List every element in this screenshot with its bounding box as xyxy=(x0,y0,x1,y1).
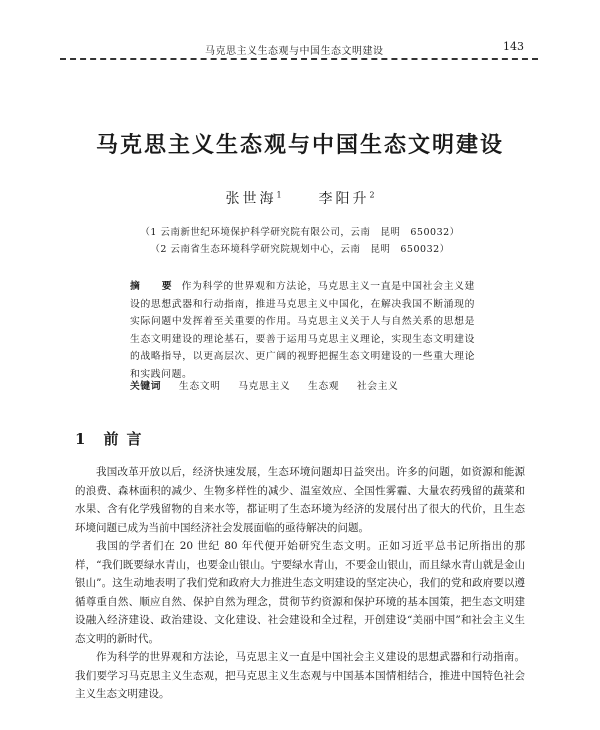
affiliation: （1 云南新世纪环境保护科学研究院有限公司，云南 昆明 650032） xyxy=(140,227,460,238)
keyword: 生态文明 xyxy=(178,381,221,392)
keyword: 生态观 xyxy=(307,381,340,392)
keyword: 社会主义 xyxy=(356,381,399,392)
header-rule xyxy=(60,58,538,60)
affiliation: （2 云南省生态环境科学研究院规划中心，云南 昆明 650032） xyxy=(150,244,450,255)
section-heading xyxy=(75,428,149,449)
author-name: 张世海 xyxy=(225,191,277,207)
paper-title: 马克思主义生态观与中国生态文明建设 xyxy=(95,132,504,158)
page-number: 143 xyxy=(503,40,524,53)
running-header: 马克思主义生态观与中国生态文明建设 xyxy=(205,46,384,57)
body-text xyxy=(75,463,525,704)
section-title: 前言 xyxy=(103,430,150,448)
body-paragraph: 作为科学的世界观和方法论，马克思主义一直是中国社会主义建设的思想武器和行动指南。我们要学习马克思主义生态观，把马克思主义生态观与中国基本国情相结合，推进中国特色社会主义生态文明建设。 xyxy=(75,651,525,700)
abstract-text: 作为科学的世界观和方法论，马克思主义一直是中国社会主义建设的思想武器和行动指南，推进马克思主义中国化，在解决我国不断涌现的实际问题中发挥着至关重要的作用。马克思主义关于人与自然关系的思想是生态文明建设的理论基石，要善于运用马克思主义理论，实现生态文明建设的战略指导，以更高层次、更广阔的视野把握生态文明建设的一些重大理论和实践问题。 xyxy=(130,281,475,380)
abstract xyxy=(130,278,475,383)
author-name: 李阳升 xyxy=(318,191,370,207)
author-sup: 2 xyxy=(369,190,375,200)
abstract-label: 摘 要 xyxy=(130,281,178,292)
body-paragraph: 我国的学者们在 20 世纪 80 年代便开始研究生态文明。正如习近平总书记所指出的那样，“我们既要绿水青山，也要金山银山。宁要绿水青山，不要金山银山，而且绿水青山就是金山银山”。这生动地表明了我们党和政府大力推进生态文明建设的坚定决心，我们的党和政府要以遵循尊重自然、顺应自然、保护自然为理念，贯彻节约资源和保护环境的基本国策，把生态文明建设融入经济建设、政治建设、文化建设、社会建设和全过程，开创建设“美丽中国”和社会主义生态文明的新时代。 xyxy=(75,540,525,645)
keywords-label: 关键词 xyxy=(130,381,162,392)
body-paragraph: 我国改革开放以后，经济快速发展，生态环境问题却日益突出。许多的问题，如资源和能源的浪费、森林面积的减少、生物多样性的减少、温室效应、全国性雾霾、大量农药残留的蔬菜和水果、含有化学残留物的自来水等，都证明了生态环境为经济的发展付出了很大的代价，且生态环境问题已成为当前中国经济社会发展面临的亟待解决的问题。 xyxy=(75,466,525,534)
author-sup: 1 xyxy=(276,190,282,200)
keywords xyxy=(130,378,412,392)
author-line xyxy=(0,188,600,208)
section-number: 1 xyxy=(75,430,86,448)
keyword: 马克思主义 xyxy=(238,381,291,392)
